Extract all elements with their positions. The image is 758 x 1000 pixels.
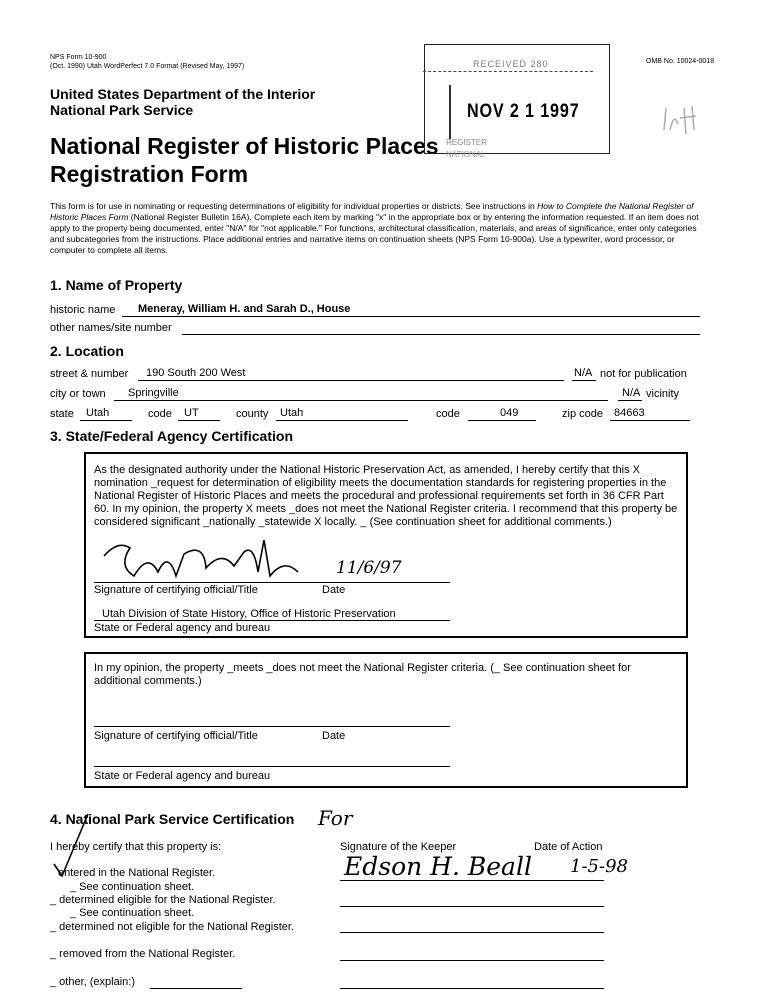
not-publication-value[interactable]: N/A [574,367,593,379]
zip-label: zip code [562,408,603,420]
action-date-handwritten: 1-5-98 [570,856,628,877]
county-label: county [236,408,269,420]
not-publication-label: not for publication [600,368,687,380]
option-eligible-continuation[interactable]: _ See continuation sheet. [70,907,195,919]
action-date-label: Date of Action [534,841,603,853]
agency-value[interactable]: Utah Division of State History, Office of Historic Preservation [102,608,396,620]
street-label: street & number [50,368,129,380]
historic-name-value[interactable]: Meneray, William H. and Sarah D., House [138,303,351,315]
other-agency-field[interactable] [94,766,450,767]
stamp-received-label: RECEIVED 280 [473,59,549,69]
state-code-label: code [148,408,172,420]
intro-text: This form is for use in nominating or requesting determinations of eligibility for individual properties or districts. See instructions in How to Complete the National Register of Historic Places Form (National Register Bulletin 16A). Complete each item by marking "x" in the appropriate box or by entering the information requested. If an item does not apply to the property being documented, enter "N/A" for "not applicable." For functions, architectural classification, materials, and areas of significance, enter only categories and subcategories from the instructions. Place additional entries and narrative items on continuation sheets (NPS Form 10-900a). Use a typewriter, word processor, or computer to complete all items. [50,201,699,255]
certify-statement: I hereby certify that this property is: [50,841,222,853]
keeper-for: For [318,806,353,830]
state-certification-text: As the designated authority under the National Historic Preservation Act, as amended, I hereby certify that this X nomination _request for determination of eligibility meets the documentation standards for registering properties in the National Register of Historic Places and meets the procedural and professional requirements set forth in 36 CFR Part 60. In my opinion, the property X meets _does not meet the National Register criteria. I recommend that this property be considered significant _nationally _statewide X locally. _ (See continuation sheet for additional comments.) [94,464,678,528]
date-label: Date [322,584,346,596]
other-agency-label: State or Federal agency and bureau [94,770,271,782]
stamp-initials-icon [656,100,706,140]
county-code-value[interactable]: 049 [500,407,519,419]
agency-name: United States Department of the Interior [50,86,316,102]
vicinity-label: vicinity [646,388,680,400]
other-names-label: other names/site number [50,322,172,334]
stamp-register-label: REGISTER [446,138,487,147]
street-value[interactable]: 190 South 200 West [146,367,246,379]
option-removed[interactable]: _ removed from the National Register. [50,948,236,960]
other-agency-box [84,652,688,788]
zip-value[interactable]: 84663 [614,407,645,419]
certifying-signature-icon[interactable] [94,532,324,594]
agency-label: State or Federal agency and bureau [94,622,271,634]
stamp-date: NOV 2 1 1997 [467,101,580,122]
section2-heading: 2. Location [50,343,124,359]
form-number: NPS Form 10-900 [50,54,107,61]
historic-name-label: historic name [50,304,116,316]
omb-number: OMB No. 10024-0018 [646,58,715,65]
city-label: city or town [50,388,106,400]
city-value[interactable]: Springville [128,387,179,399]
other-agency-text: In my opinion, the property _meets _does not meet the National Register criteria. (_ See continuation sheet for additional comments.) [94,662,631,687]
vicinity-value[interactable]: N/A [622,387,641,399]
section1-heading: 1. Name of Property [50,277,183,293]
section4-heading: 4. National Park Service Certification [50,811,295,827]
other-signature-field[interactable] [94,726,450,727]
option-eligible[interactable]: _ determined eligible for the National Register. [50,894,276,906]
section3-heading: 3. State/Federal Agency Certification [50,428,293,444]
handwritten-date: 11/6/97 [336,558,402,578]
other-explain-field[interactable] [150,988,242,989]
state-value[interactable]: Utah [86,407,110,419]
other-date-label: Date [322,730,346,742]
state-code-value[interactable]: UT [184,407,199,419]
form-revision: (Oct. 1990) Utah WordPerfect 7.0 Format (Revised May, 1997) [50,63,245,70]
other-names-field[interactable] [182,334,700,335]
county-code-label: code [436,408,460,420]
agency-subname: National Park Service [50,102,194,118]
keeper-label: Signature of the Keeper [340,841,457,853]
state-label: state [50,408,74,420]
stamp-nps-label: NATIONAL [446,150,486,159]
page-subtitle: Registration Form [50,161,249,187]
county-value[interactable]: Utah [280,407,304,419]
signature-label: Signature of certifying official/Title [94,584,258,596]
keeper-signature[interactable]: Edson H. Beall [344,852,532,881]
option-entered-continuation[interactable]: _ See continuation sheet. [70,881,195,893]
page-title: National Register of Historic Places [50,133,439,159]
option-entered[interactable]: entered in the National Register. [58,867,216,879]
option-not-eligible[interactable]: _ determined not eligible for the National Register. [50,921,294,933]
other-signature-label: Signature of certifying official/Title [94,730,258,742]
option-other[interactable]: _ other, (explain:) [50,976,135,988]
